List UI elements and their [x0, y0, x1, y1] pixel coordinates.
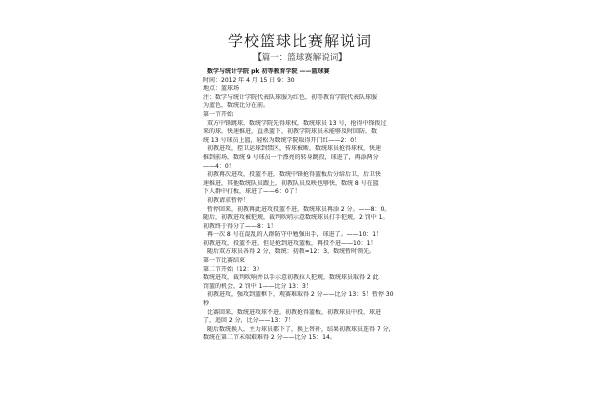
text-line: 第一节比赛结束	[203, 257, 246, 265]
commentary-body	[203, 68, 433, 343]
text-line: 比赛回来，数统进攻球不进，初教抢得篮板，初教球员中投，球进	[207, 308, 382, 316]
text-line: 初教再次进攻，投篮不进，数统中锋抢得篮板后分给后卫，后卫快	[207, 171, 382, 179]
text-line: 为蓝色，数统比分在前。	[203, 102, 270, 110]
text-line: 初教进攻，投篮不进，但是抢到进攻篮板，再投不进——10：1！	[203, 239, 377, 247]
subtitle-close-bracket: 】	[338, 53, 347, 63]
text-line: 时间：2012 年 4 月 15 日 9：30	[203, 76, 295, 84]
text-line: 第二节开始（12：3）	[203, 265, 263, 273]
text-line: ——4：0！	[203, 162, 235, 170]
text-line: 随后，初教进攻被犯规，裁判吹哨示意数统球员打手犯规，2 罚中 1。	[203, 214, 389, 222]
text-line: 双方中锋跳球，数统学院先得球权，数统球员 13 号，抢得中锋拨过	[207, 119, 387, 127]
text-line: 暂停回来，初教再此进攻投篮不进，数统球员再添 2 分。——8：0。	[207, 205, 391, 213]
text-line: 来的球，快速推进，直杀篮下，初教学院球员未能够及时回防，数	[203, 128, 378, 136]
text-line: 统 13 号球员上篮，轻松为数统学院取得开门红——2：0！	[203, 136, 361, 144]
text-line: 再一次 8 号在混乱的人群防守中勉强出手，球进了。——10：1！	[207, 231, 383, 239]
subtitle-text: 篇一：篮球赛解说词	[261, 53, 339, 63]
text-line: 初教进攻，强攻到篮框下，观赛难取得 2 分——比分 13：5！暂停 30	[207, 291, 394, 299]
text-line: 数统在第二节末端艰难得 2 分——比分 15：14。	[203, 334, 336, 342]
text-line: 数统进攻，裁判吹响并以手示意初教拉人犯规，数统球员取得 2 此	[203, 274, 379, 282]
text-line: 地点：篮球场	[203, 85, 240, 93]
text-line: 初教请求暂停！	[207, 196, 250, 204]
subtitle-open-bracket: 【	[253, 53, 262, 63]
text-line: 随后双方球员各得 2 分，数统：初教=12：3，数统暂时领先。	[207, 248, 376, 256]
text-line: 随后数统换人，主力球员都下了，换上替补，结果初教球员连得 7 分，	[207, 325, 395, 333]
document-title: 学校篮球比赛解说词	[227, 32, 372, 50]
text-line: 数学与统计学院 pk 初等教育学院 ——篮球赛	[207, 68, 330, 75]
text-line: 罚篮的机会，2 罚中 1——比分 13：3！	[203, 282, 312, 290]
text-line: 秒	[203, 300, 210, 308]
text-line: 下人群中打板，球进了——6：0了！	[203, 188, 301, 196]
text-line: 速推进，其他数统队员跟上，初教队员反映也够快，数统 8 号在篮	[203, 179, 379, 187]
text-line: 初教终于得分了——8：1！	[203, 222, 277, 230]
text-line: 了，追回 2 分，比分——13：7！	[203, 317, 295, 325]
text-line: 推到前场，数统 9 号球员一个漂亮的转身跳投，球进了，再添两分	[203, 153, 379, 161]
text-line: 第一节开始	[203, 110, 234, 118]
text-line: 注：数学与统计学院代表队球服为红色，初等教育学院代表队球服	[203, 93, 378, 101]
text-line: 初教进攻，控卫运球到禁区，传球被断，数统球员抢得球权，快速	[207, 145, 382, 153]
document-subtitle	[0, 53, 600, 64]
